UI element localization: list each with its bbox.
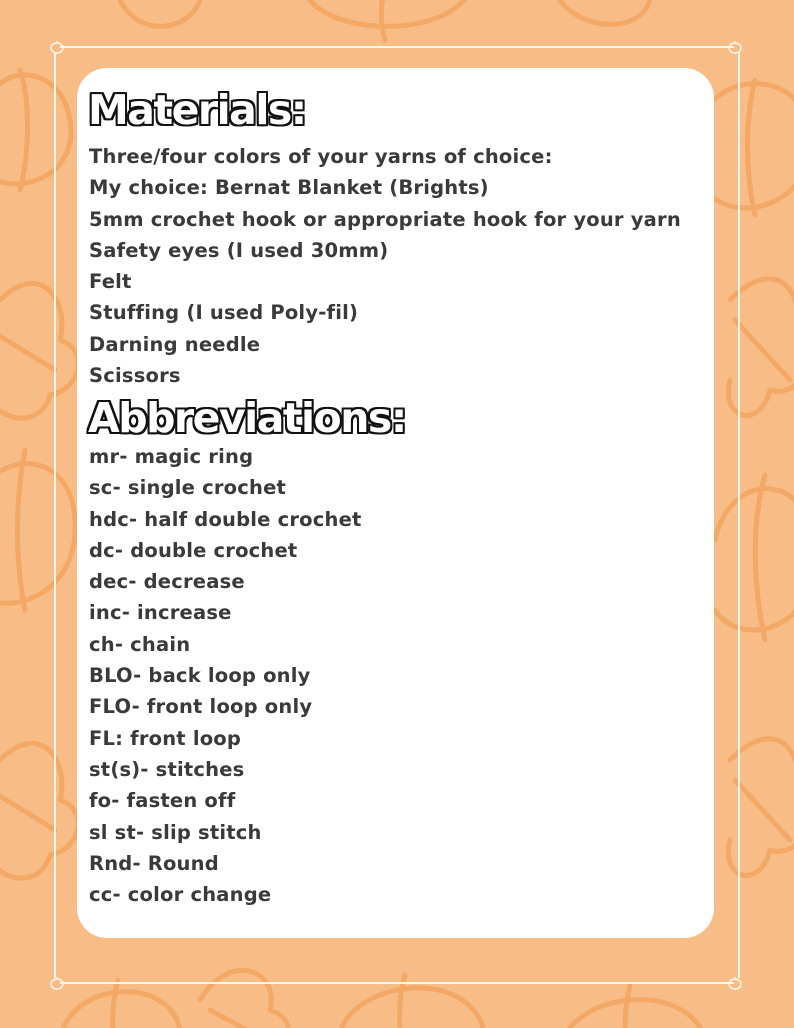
pumpkin-icon: [60, 980, 180, 1028]
pumpkin-icon: [715, 475, 794, 640]
pumpkin-icon: [0, 450, 75, 610]
frame-line-bottom: [60, 982, 734, 984]
materials-item: Scissors: [89, 364, 181, 388]
materials-heading: Materials:: [88, 86, 306, 134]
abbreviation-item: sl st- slip stitch: [89, 820, 262, 844]
pumpkin-icon: [300, 0, 470, 40]
abbreviations-list: [89, 441, 362, 910]
pumpkin-icon: [0, 70, 71, 190]
frame-line-top: [60, 46, 734, 48]
abbreviation-item: fo- fasten off: [89, 789, 236, 813]
abbreviation-item: BLO- back loop only: [89, 664, 311, 688]
pumpkin-icon: [50, 40, 64, 54]
pumpkin-icon: [728, 976, 742, 990]
materials-item: Felt: [89, 270, 132, 294]
abbreviation-item: dc- double crochet: [89, 538, 298, 562]
frame-line-left: [54, 52, 56, 978]
abbreviation-item: hdc- half double crochet: [89, 507, 362, 531]
abbreviations-heading: Abbreviations:: [88, 394, 406, 442]
abbreviation-item: dec- decrease: [89, 570, 245, 594]
materials-item: Darning needle: [89, 332, 261, 356]
leaf-icon: [0, 743, 78, 878]
materials-item: Safety eyes (I used 30mm): [89, 238, 389, 262]
leaf-icon: [200, 970, 288, 1028]
pumpkin-icon: [50, 976, 64, 990]
materials-item: 5mm crochet hook or appropriate hook for your yarn: [89, 207, 681, 231]
frame-line-right: [738, 52, 740, 978]
abbreviation-item: ch- chain: [89, 632, 191, 656]
leaf-icon: [120, 0, 650, 26]
leaf-icon: [0, 283, 78, 418]
abbreviation-item: st(s)- stitches: [89, 757, 245, 781]
abbreviation-item: mr- magic ring: [89, 445, 254, 468]
abbreviation-item: FL: front loop: [89, 726, 242, 750]
pumpkin-icon: [560, 985, 705, 1028]
materials-item: Stuffing (I used Poly-fil): [89, 301, 359, 325]
pumpkin-icon: [728, 40, 742, 54]
pumpkin-icon: [700, 80, 794, 215]
materials-item: My choice: Bernat Blanket (Brights): [89, 176, 489, 200]
materials-list: [89, 141, 681, 391]
abbreviation-item: inc- increase: [89, 601, 232, 625]
abbreviation-item: FLO- front loop only: [89, 695, 313, 719]
materials-item: Three/four colors of your yarns of choice:: [89, 145, 553, 168]
abbreviation-item: cc- color change: [89, 883, 272, 907]
abbreviation-item: Rnd- Round: [89, 851, 219, 875]
abbreviation-item: sc- single crochet: [89, 476, 287, 500]
